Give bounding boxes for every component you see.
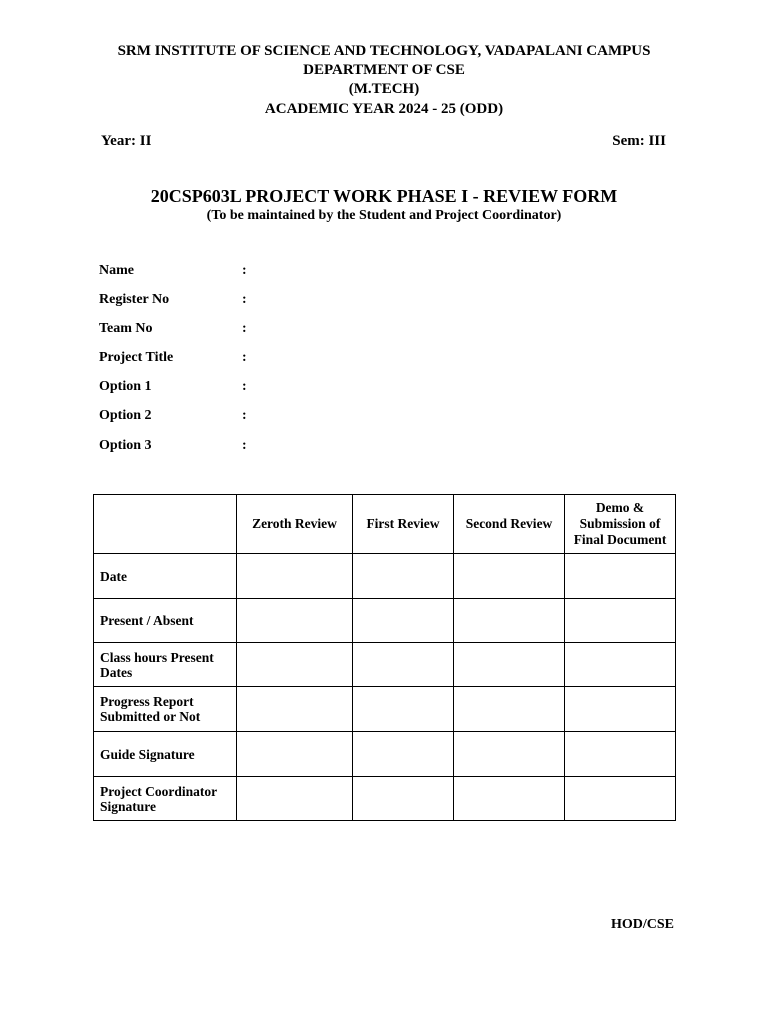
hod-signatory-label: HOD/CSE <box>610 917 674 932</box>
field-colon: : <box>242 438 247 453</box>
table-cell <box>237 643 353 687</box>
table-cell <box>565 777 676 821</box>
table-cell <box>353 687 454 732</box>
row-label-class-hours: Class hours Present Dates <box>94 643 237 687</box>
table-row <box>94 687 676 732</box>
table-cell <box>565 732 676 777</box>
table-cell <box>353 777 454 821</box>
review-table <box>93 494 676 821</box>
column-header-blank <box>94 495 237 554</box>
table-row <box>94 643 676 687</box>
field-colon: : <box>242 379 247 394</box>
table-cell <box>237 599 353 643</box>
column-header-second-review: Second Review <box>454 495 565 554</box>
academic-year: ACADEMIC YEAR 2024 - 25 (ODD) <box>264 101 504 117</box>
table-cell <box>237 777 353 821</box>
row-label-progress-report: Progress Report Submitted or Not <box>94 687 237 732</box>
column-header-zeroth-review: Zeroth Review <box>237 495 353 554</box>
semester-label: Sem: III <box>612 133 666 149</box>
table-cell <box>454 554 565 599</box>
table-cell <box>237 732 353 777</box>
field-colon: : <box>242 350 247 365</box>
program-name: (M.TECH) <box>348 81 420 97</box>
row-label-coordinator-signature: Project Coordinator Signature <box>94 777 237 821</box>
table-cell <box>237 554 353 599</box>
table-cell <box>565 687 676 732</box>
institute-name: SRM INSTITUTE OF SCIENCE AND TECHNOLOGY, VADAPALANI CAMPUS <box>117 43 651 59</box>
table-cell <box>565 599 676 643</box>
row-label-present-absent: Present / Absent <box>94 599 237 643</box>
field-label: Name <box>99 263 134 278</box>
year-label: Year: II <box>101 133 152 149</box>
department-name: DEPARTMENT OF CSE <box>303 62 465 78</box>
table-cell <box>353 732 454 777</box>
field-colon: : <box>242 263 247 278</box>
table-row <box>94 599 676 643</box>
table-cell <box>454 732 565 777</box>
table-header-row <box>94 495 676 554</box>
column-header-first-review: First Review <box>353 495 454 554</box>
row-label-date: Date <box>94 554 237 599</box>
table-cell <box>565 643 676 687</box>
table-cell <box>353 643 454 687</box>
table-cell <box>353 554 454 599</box>
table-row <box>94 554 676 599</box>
form-subtitle: (To be maintained by the Student and Project Coordinator) <box>206 208 562 223</box>
table-cell <box>454 777 565 821</box>
table-cell <box>454 599 565 643</box>
form-title: 20CSP603L PROJECT WORK PHASE I - REVIEW FORM <box>150 186 618 206</box>
field-label: Option 2 <box>99 408 152 423</box>
table-row <box>94 777 676 821</box>
field-label: Option 3 <box>99 438 152 453</box>
field-colon: : <box>242 292 247 307</box>
column-header-final-demo: Demo & Submission of Final Document <box>565 495 676 554</box>
table-row <box>94 732 676 777</box>
table-cell <box>237 687 353 732</box>
field-label: Team No <box>99 321 153 336</box>
field-colon: : <box>242 408 247 423</box>
field-label: Register No <box>99 292 170 307</box>
field-colon: : <box>242 321 247 336</box>
field-label: Project Title <box>99 350 174 365</box>
row-label-guide-signature: Guide Signature <box>94 732 237 777</box>
table-cell <box>565 554 676 599</box>
table-cell <box>454 643 565 687</box>
field-label: Option 1 <box>99 379 152 394</box>
table-cell <box>454 687 565 732</box>
table-cell <box>353 599 454 643</box>
